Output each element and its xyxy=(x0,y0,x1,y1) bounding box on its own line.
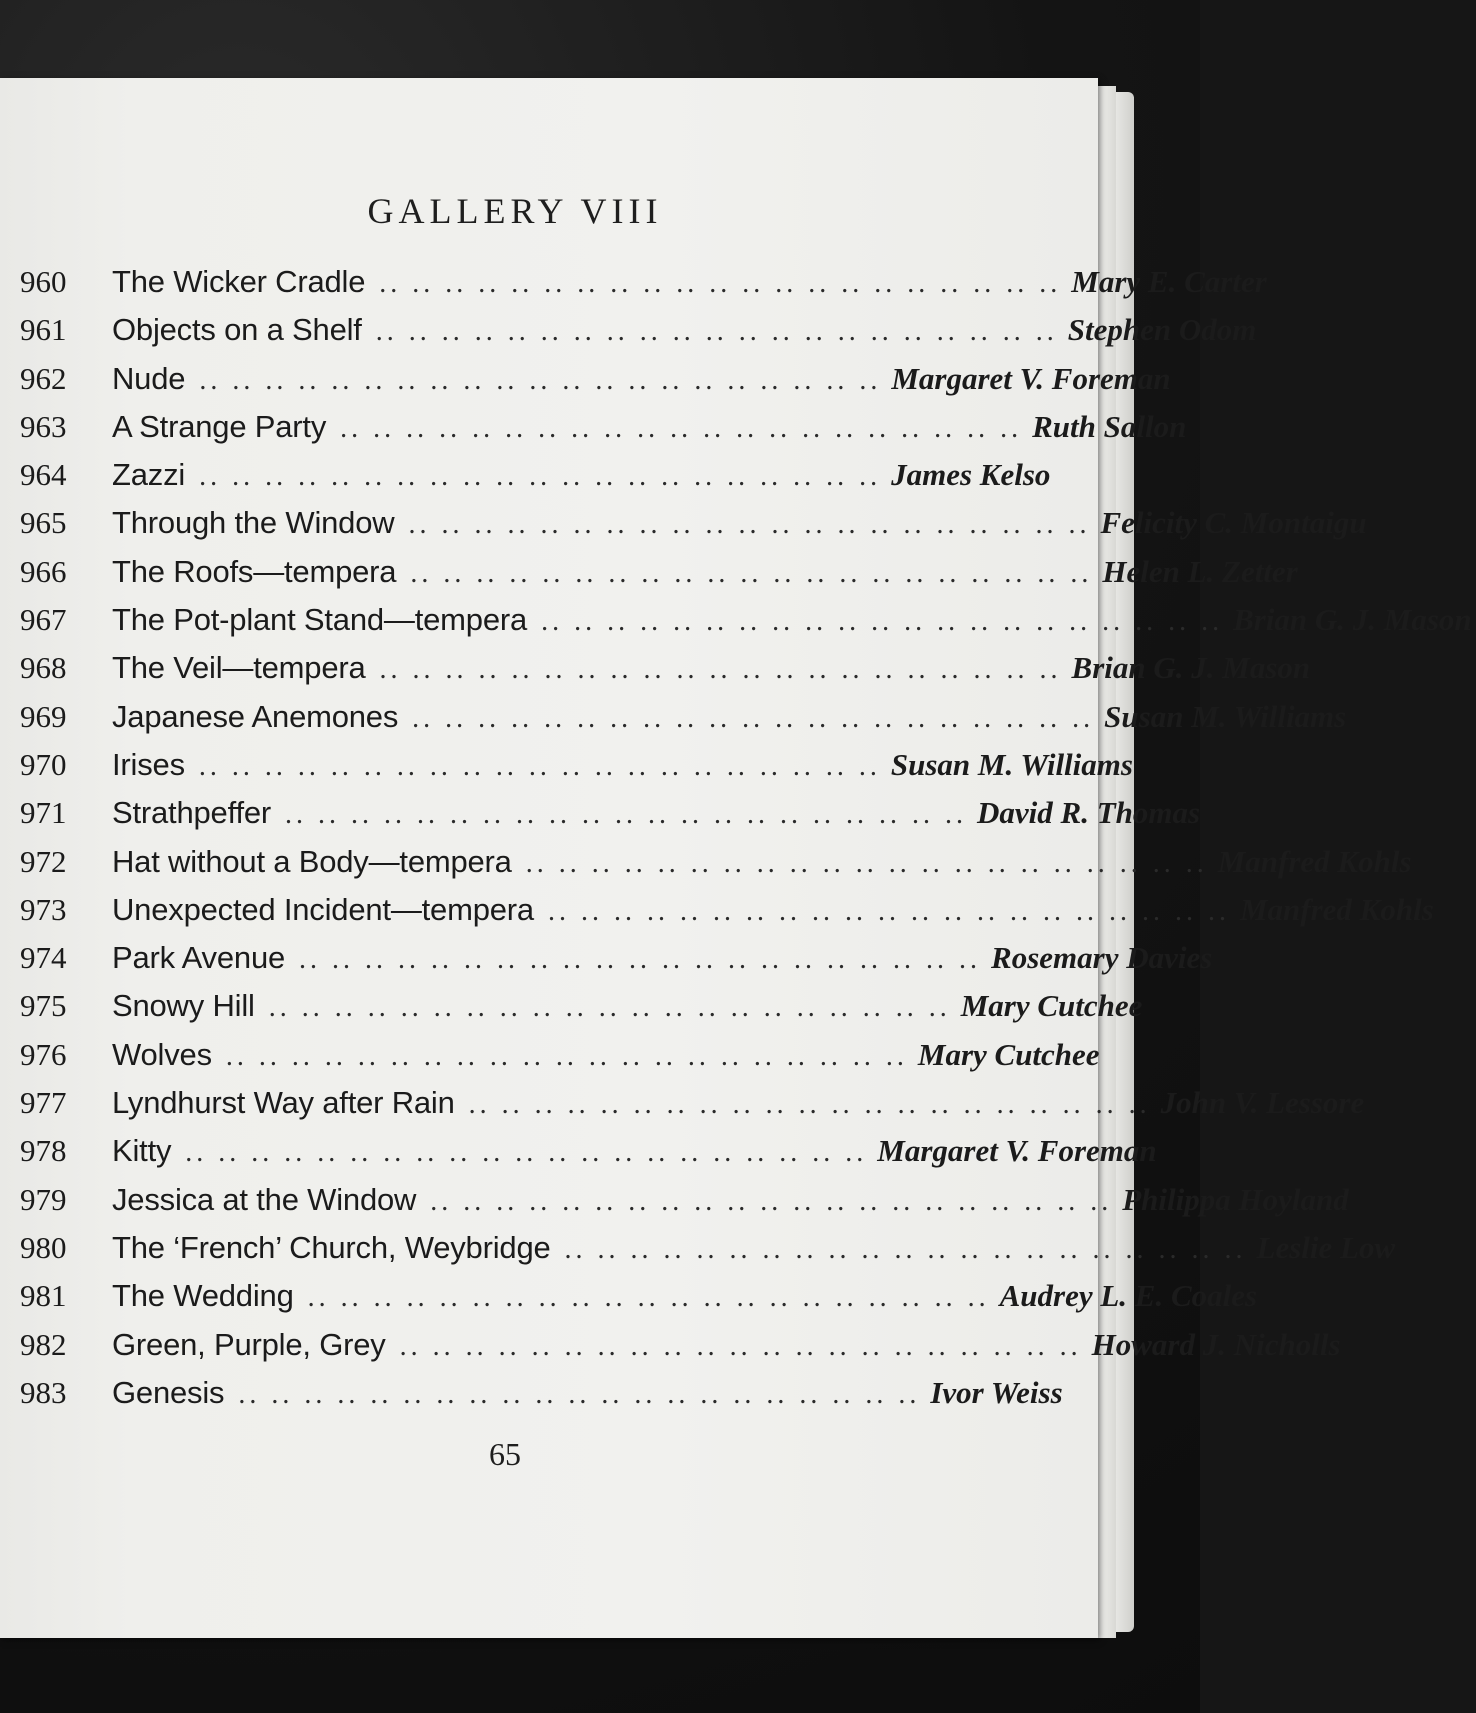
entry-title: A Strange Party xyxy=(112,408,327,444)
list-item xyxy=(20,1181,1349,1230)
dot-leader: .. .. .. .. .. .. .. .. .. .. .. .. .. .. .. .. .. .. .. .. .. xyxy=(199,461,882,493)
entry-title: Hat without a Body—tempera xyxy=(112,843,512,879)
entry-number: 960 xyxy=(20,264,67,299)
entry-number: 963 xyxy=(20,408,67,444)
entry-title: Kitty xyxy=(112,1133,172,1169)
entry-number: 969 xyxy=(20,698,67,734)
dot-leader: .. .. .. .. .. .. .. .. .. .. .. .. .. .. .. .. .. .. .. .. .. xyxy=(525,847,1208,879)
page-number: 65 xyxy=(489,1436,521,1472)
entry-artist: Margaret V. Foreman xyxy=(891,360,1171,396)
entry-title: Jessica at the Window xyxy=(112,1181,417,1217)
list-item xyxy=(20,1278,1258,1326)
dot-leader: .. .. .. .. .. .. .. .. .. .. .. .. .. .. .. .. .. .. .. .. .. xyxy=(340,412,1023,444)
entry-artist: Manfred Kohls xyxy=(1239,891,1434,927)
list-item xyxy=(20,1133,1157,1181)
entry-artist: Margaret V. Foreman xyxy=(877,1133,1157,1169)
entry-number: 983 xyxy=(20,1374,67,1410)
list-item xyxy=(20,988,1143,1036)
dot-leader: .. .. .. .. .. .. .. .. .. .. .. .. .. .. .. .. .. .. .. .. .. xyxy=(564,1233,1247,1265)
entry-title: The Wicker Cradle xyxy=(112,264,366,299)
list-item xyxy=(20,457,1051,505)
dot-leader: .. .. .. .. .. .. .. .. .. .. .. .. .. .. .. .. .. .. .. .. .. xyxy=(199,364,882,396)
dot-leader: .. .. .. .. .. .. .. .. .. .. .. .. .. .. .. .. .. .. .. .. .. xyxy=(375,316,1058,348)
entry-number: 964 xyxy=(20,457,67,493)
entry-title: Strathpeffer xyxy=(112,795,272,831)
entry-artist: Brian G. J. Mason xyxy=(1233,602,1472,638)
entry-number: 962 xyxy=(20,360,67,396)
entry-number: 980 xyxy=(20,1229,67,1265)
dot-leader: .. .. .. .. .. .. .. .. .. .. .. .. .. .. .. .. .. .. .. .. .. xyxy=(408,509,1091,541)
entry-title: The ‘French’ Church, Weybridge xyxy=(112,1229,551,1265)
entry-title: Zazzi xyxy=(112,457,186,493)
entry-number: 979 xyxy=(20,1181,67,1217)
entry-artist: Helen L. Zetter xyxy=(1102,553,1298,589)
entry-number: 972 xyxy=(20,843,67,879)
list-item xyxy=(20,891,1434,940)
catalogue-page xyxy=(0,78,1472,1638)
dot-leader: .. .. .. .. .. .. .. .. .. .. .. .. .. .. .. .. .. .. .. .. .. xyxy=(238,1378,921,1410)
entry-title: Nude xyxy=(112,360,186,396)
entry-title: Park Avenue xyxy=(112,940,286,976)
entry-title: Snowy Hill xyxy=(112,988,255,1024)
entry-artist: Audrey L. E. Coales xyxy=(999,1278,1258,1314)
list-item xyxy=(20,408,1187,457)
list-item xyxy=(20,795,1201,843)
entry-artist: Leslie Low xyxy=(1256,1229,1396,1265)
dot-leader: .. .. .. .. .. .. .. .. .. .. .. .. .. .. .. .. .. .. .. .. .. xyxy=(307,1282,990,1314)
entry-title: The Veil—tempera xyxy=(112,650,366,686)
list-item xyxy=(20,746,1133,795)
entry-number: 968 xyxy=(20,650,67,686)
list-item xyxy=(20,1229,1396,1278)
list-item xyxy=(20,360,1171,409)
list-item xyxy=(20,1036,1100,1085)
list-item xyxy=(20,602,1472,650)
entry-number: 965 xyxy=(20,505,67,541)
entry-title: The Wedding xyxy=(112,1278,294,1314)
dot-leader: .. .. .. .. .. .. .. .. .. .. .. .. .. .. .. .. .. .. .. .. .. xyxy=(299,944,982,976)
dot-leader: .. .. .. .. .. .. .. .. .. .. .. .. .. .. .. .. .. .. .. .. .. xyxy=(198,750,881,782)
list-item xyxy=(20,843,1412,892)
entry-artist: Mary E. Carter xyxy=(1071,264,1267,299)
list-item xyxy=(20,650,1311,698)
entry-number: 961 xyxy=(20,312,67,348)
dot-leader: .. .. .. .. .. .. .. .. .. .. .. .. .. .. .. .. .. .. .. .. .. xyxy=(225,1040,908,1072)
entry-title: The Roofs—tempera xyxy=(112,553,397,589)
dot-leader: .. .. .. .. .. .. .. .. .. .. .. .. .. .. .. .. .. .. .. .. .. xyxy=(410,557,1093,589)
entry-title: The Pot-plant Stand—tempera xyxy=(112,602,528,638)
dot-leader: .. .. .. .. .. .. .. .. .. .. .. .. .. .. .. .. .. .. .. .. .. xyxy=(547,895,1230,927)
entry-artist: Susan M. Williams xyxy=(890,746,1133,782)
entry-number: 982 xyxy=(20,1326,67,1362)
entry-number: 967 xyxy=(20,602,67,638)
dot-leader: .. .. .. .. .. .. .. .. .. .. .. .. .. .. .. .. .. .. .. .. .. xyxy=(541,606,1224,638)
list-item xyxy=(20,1326,1341,1375)
entry-artist: David R. Thomas xyxy=(977,795,1201,831)
entry-number: 973 xyxy=(20,891,67,927)
list-item xyxy=(20,312,1257,360)
entry-number: 974 xyxy=(20,940,67,976)
entry-title: Through the Window xyxy=(112,505,395,541)
entry-artist: Manfred Kohls xyxy=(1217,843,1412,879)
entry-artist: John V. Lessore xyxy=(1160,1085,1365,1121)
dot-leader: .. .. .. .. .. .. .. .. .. .. .. .. .. .. .. .. .. .. .. .. .. xyxy=(412,702,1095,734)
dot-leader: .. .. .. .. .. .. .. .. .. .. .. .. .. .. .. .. .. .. .. .. .. xyxy=(379,268,1062,299)
list-item xyxy=(20,698,1347,747)
entry-title: Unexpected Incident—tempera xyxy=(112,891,534,927)
entry-number: 971 xyxy=(20,795,67,831)
dot-leader: .. .. .. .. .. .. .. .. .. .. .. .. .. .. .. .. .. .. .. .. .. xyxy=(430,1185,1113,1217)
entry-number: 981 xyxy=(20,1278,67,1314)
dot-leader: .. .. .. .. .. .. .. .. .. .. .. .. .. .. .. .. .. .. .. .. .. xyxy=(268,992,951,1024)
entry-artist: Mary Cutchee xyxy=(917,1036,1100,1072)
entry-number: 975 xyxy=(20,988,67,1024)
entry-title: Irises xyxy=(112,746,185,782)
list-item xyxy=(20,1374,1063,1423)
entry-artist: Brian G. J. Mason xyxy=(1071,650,1311,686)
page-title: GALLERY VIII xyxy=(367,191,663,231)
entry-title: Objects on a Shelf xyxy=(112,312,362,348)
entry-number: 976 xyxy=(20,1036,67,1072)
dot-leader: .. .. .. .. .. .. .. .. .. .. .. .. .. .. .. .. .. .. .. .. .. xyxy=(399,1330,1082,1362)
list-item xyxy=(20,1085,1365,1133)
entry-number: 977 xyxy=(20,1085,67,1121)
entry-artist: Ruth Sallon xyxy=(1032,408,1187,444)
entry-number: 966 xyxy=(20,553,67,589)
entry-artist: Susan M. Williams xyxy=(1104,698,1347,734)
entry-artist: Stephen Odom xyxy=(1067,312,1257,348)
list-item xyxy=(20,264,1267,312)
entry-title: Lyndhurst Way after Rain xyxy=(112,1085,455,1121)
entry-title: Green, Purple, Grey xyxy=(112,1326,386,1362)
list-item xyxy=(20,505,1367,553)
dot-leader: .. .. .. .. .. .. .. .. .. .. .. .. .. .. .. .. .. .. .. .. .. xyxy=(285,799,968,831)
entry-title: Wolves xyxy=(112,1036,212,1072)
entry-artist: Felicity C. Montaigu xyxy=(1100,505,1367,541)
dot-leader: .. .. .. .. .. .. .. .. .. .. .. .. .. .. .. .. .. .. .. .. .. xyxy=(468,1089,1151,1121)
entry-title: Genesis xyxy=(112,1374,225,1410)
list-item xyxy=(20,553,1298,602)
catalogue-list xyxy=(20,264,1472,1423)
entry-title: Japanese Anemones xyxy=(112,698,399,734)
entry-artist: Howard J. Nicholls xyxy=(1091,1326,1341,1362)
entry-artist: James Kelso xyxy=(891,457,1051,493)
entry-artist: Ivor Weiss xyxy=(930,1374,1063,1410)
entry-artist: Mary Cutchee xyxy=(960,988,1143,1024)
entry-number: 978 xyxy=(20,1133,67,1169)
entry-artist: Rosemary Davies xyxy=(991,940,1213,976)
dot-leader: .. .. .. .. .. .. .. .. .. .. .. .. .. .. .. .. .. .. .. .. .. xyxy=(379,654,1062,686)
list-item xyxy=(20,940,1213,988)
entry-number: 970 xyxy=(20,746,67,782)
entry-artist: Philippa Hoyland xyxy=(1122,1181,1349,1217)
dot-leader: .. .. .. .. .. .. .. .. .. .. .. .. .. .. .. .. .. .. .. .. .. xyxy=(185,1137,868,1169)
